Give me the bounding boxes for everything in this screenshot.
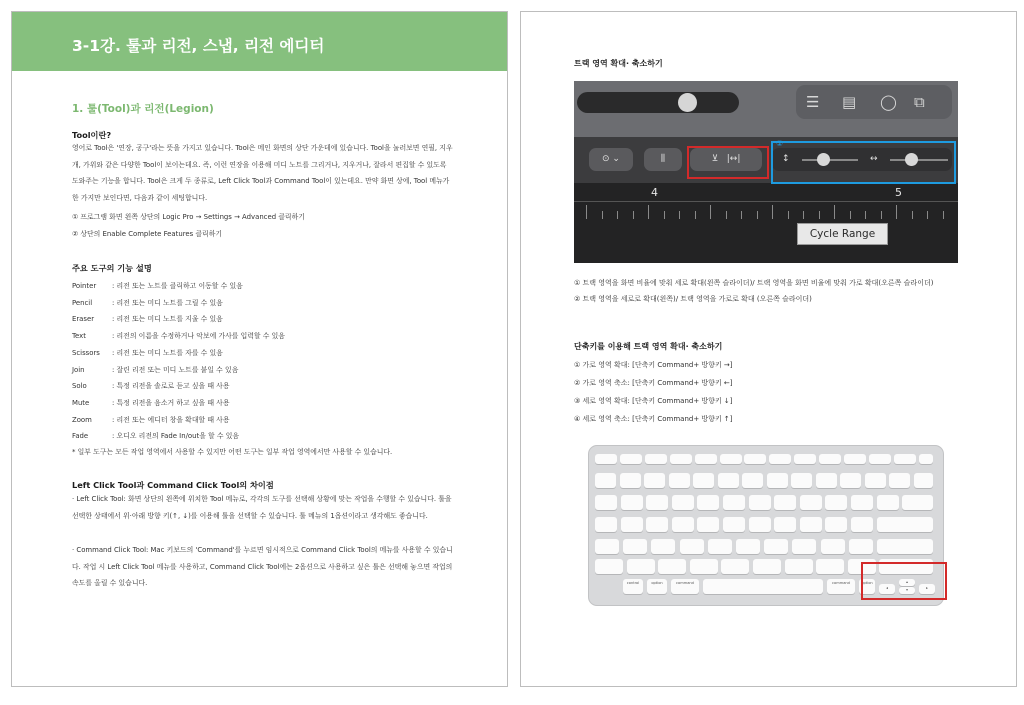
keyboard-key bbox=[621, 495, 643, 510]
tool-item-name: Solo bbox=[72, 382, 87, 391]
keyboard-key bbox=[816, 559, 844, 574]
keyboard-key bbox=[644, 473, 665, 488]
tool-item-name: Fade bbox=[72, 432, 89, 441]
keyboard-key bbox=[742, 473, 763, 488]
more-menu-button[interactable]: ⊙ ⌄ bbox=[589, 148, 633, 171]
tools-note: * 일부 도구는 모든 작업 영역에서 사용할 수 있지만 어떤 도구는 일부 작업 영역에서만 사용할 수 있습니다. bbox=[72, 448, 393, 456]
control-key: control bbox=[623, 579, 643, 594]
keyboard-key bbox=[819, 454, 841, 464]
option-key: option bbox=[647, 579, 667, 594]
loop-browser-icon[interactable]: ◯ bbox=[880, 93, 897, 111]
keyboard-key bbox=[718, 473, 739, 488]
keyboard-key bbox=[695, 454, 717, 464]
keyboard-key bbox=[672, 495, 694, 510]
tool-item-name: Mute bbox=[72, 398, 90, 407]
chapter-title-band bbox=[12, 12, 507, 71]
keyboard-key bbox=[721, 559, 749, 574]
keyboard-key bbox=[902, 495, 933, 510]
notepad-icon[interactable]: ▤ bbox=[842, 93, 857, 111]
diff-paragraph-1: · Left Click Tool: 화면 상단의 왼쪽에 위치한 Tool 메뉴로, 각각의 도구를 선택해 상황에 맞는 작업을 수행할 수 있습니다. 툴을 선택한 상태에서 위·아래 방향 키(↑, ↓)를 이용해 툴을 선택할 수 있습니다. 툴 메뉴의 1옵션이라고 생각해도 좋습니다. bbox=[72, 495, 452, 520]
tool-item bbox=[72, 380, 230, 390]
cycle-range-tooltip: Cycle Range bbox=[797, 223, 888, 245]
ruler-tick bbox=[865, 211, 866, 219]
tool-item bbox=[72, 364, 238, 374]
tool-item bbox=[72, 313, 223, 323]
waveform-button[interactable]: ⫼ bbox=[644, 148, 682, 171]
arrow-down-key: ▾ bbox=[899, 587, 915, 594]
keyboard-key bbox=[825, 517, 847, 532]
highlight-zoom-sliders bbox=[771, 141, 956, 184]
diff-heading: Left Click Tool과 Command Click Tool의 차이점 bbox=[72, 480, 274, 490]
volume-slider[interactable] bbox=[577, 92, 739, 113]
ruler-tick bbox=[664, 211, 665, 219]
ruler-tick bbox=[679, 211, 680, 219]
keyboard-key bbox=[840, 473, 861, 488]
ruler-tick bbox=[695, 211, 696, 219]
keyboard-key bbox=[627, 559, 655, 574]
keyboard-key bbox=[651, 539, 675, 554]
shortcut-1: ① 가로 영역 확대: [단축키 Command+ 방향키 →] bbox=[574, 361, 733, 369]
ruler-tick bbox=[726, 211, 727, 219]
keyboard-key bbox=[680, 539, 704, 554]
ruler-tick bbox=[788, 211, 789, 219]
ruler-tick bbox=[741, 211, 742, 219]
keyboard-key bbox=[825, 495, 847, 510]
caption-1: ① 트랙 영역을 화면 비율에 맞춰 세로 확대(왼쪽 슬라이더)/ 트랙 영역을 화면 비율에 맞춰 가로 확대(오른쪽 슬라이더) bbox=[574, 279, 934, 287]
keyboard-key bbox=[672, 517, 694, 532]
ruler-tick bbox=[586, 205, 587, 219]
horizontal-zoom-icon: ↔ bbox=[870, 154, 878, 164]
section-title: 1. 툴(Tool)과 리전(Legion) bbox=[72, 103, 214, 115]
keyboard-key bbox=[774, 495, 796, 510]
keyboard-key bbox=[595, 454, 617, 464]
keyboard-key bbox=[865, 473, 886, 488]
keyboard-key bbox=[697, 517, 719, 532]
tool-item-name: Text bbox=[72, 332, 86, 341]
step-1: ① 프로그램 화면 왼쪽 상단의 Logic Pro → Settings → Advanced 클릭하기 bbox=[72, 213, 305, 221]
tool-item-desc: : 잘린 리전 또는 미디 노트를 붙일 수 있음 bbox=[112, 365, 239, 374]
keyboard-key bbox=[877, 517, 933, 532]
keyboard-key bbox=[774, 517, 796, 532]
keyboard-key bbox=[919, 454, 933, 464]
volume-slider-knob[interactable] bbox=[678, 93, 697, 112]
ruler-tick bbox=[602, 211, 603, 219]
tool-item-name: Pencil bbox=[72, 298, 93, 307]
arrow-left-key: ◂ bbox=[879, 584, 895, 594]
keyboard-key bbox=[646, 517, 668, 532]
keyboard-key bbox=[800, 495, 822, 510]
keyboard-key bbox=[794, 454, 816, 464]
ruler-tick bbox=[896, 205, 897, 219]
control-bar bbox=[574, 81, 958, 137]
keyboard-key bbox=[889, 473, 910, 488]
keyboard-key bbox=[749, 517, 771, 532]
bar-5-label: 5 bbox=[895, 186, 902, 199]
tool-item bbox=[72, 280, 243, 290]
ruler-tick bbox=[757, 211, 758, 219]
tool-item-desc: : 리전 또는 미디 노트를 그릴 수 있음 bbox=[112, 298, 223, 307]
keyboard-key bbox=[645, 454, 667, 464]
list-icon[interactable]: ☰ bbox=[806, 93, 820, 111]
tool-item-desc: : 특정 리전을 음소거 하고 싶을 때 사용 bbox=[112, 398, 230, 407]
tool-item bbox=[72, 430, 239, 440]
keyboard-key bbox=[914, 473, 934, 488]
keyboard-key bbox=[816, 473, 837, 488]
ruler-tick bbox=[834, 205, 835, 219]
tool-item-name: Scissors bbox=[72, 348, 100, 357]
fit-zoom-buttons[interactable]: ⊻ |↔| bbox=[690, 148, 762, 171]
tool-item-desc: : 특정 리전을 솔로로 듣고 싶을 때 사용 bbox=[112, 382, 230, 391]
browser-icon[interactable]: ⧉ bbox=[914, 93, 925, 111]
keyboard-key bbox=[720, 454, 742, 464]
keyboard-key bbox=[877, 539, 933, 554]
tool-item-name: Join bbox=[72, 365, 85, 374]
keyboard-key bbox=[736, 539, 760, 554]
keyboard-key bbox=[723, 495, 745, 510]
caption-2: ② 트랙 영역을 세로로 확대(왼쪽)/ 트랙 영역을 가로로 확대 (오른쪽 슬라이더) bbox=[574, 295, 812, 303]
keyboard-key bbox=[693, 473, 714, 488]
tool-item-name: Pointer bbox=[72, 282, 97, 290]
ruler-tick bbox=[772, 205, 773, 219]
tool-item-desc: : 리전 또는 에디터 창을 확대할 때 사용 bbox=[112, 415, 230, 424]
tool-item bbox=[72, 414, 230, 424]
keyboard-key bbox=[894, 454, 916, 464]
tool-item-name: Eraser bbox=[72, 315, 95, 324]
keyboard-key bbox=[849, 539, 873, 554]
tool-heading: Tool이란? bbox=[72, 130, 112, 140]
keyboard-key bbox=[744, 454, 766, 464]
shortcut-2: ② 가로 영역 축소: [단축키 Command+ 방향키 ←] bbox=[574, 379, 733, 387]
functions-heading: 주요 도구의 기능 설명 bbox=[72, 263, 152, 273]
shortcut-3: ③ 세로 영역 확대: [단축키 Command+ 방향키 ↓] bbox=[574, 397, 733, 405]
keyboard-key bbox=[753, 559, 781, 574]
highlight-fit-buttons bbox=[687, 146, 769, 179]
tool-item bbox=[72, 330, 285, 340]
keyboard-key bbox=[767, 473, 788, 488]
arrow-right-key: ▸ bbox=[919, 584, 935, 594]
keyboard-key bbox=[785, 559, 813, 574]
ruler-tick bbox=[648, 205, 649, 219]
ruler-line bbox=[574, 201, 958, 202]
command-key-right: command bbox=[827, 579, 855, 594]
keyboard-key bbox=[800, 517, 822, 532]
keyboard-key bbox=[620, 473, 641, 488]
space-key bbox=[703, 579, 823, 594]
ruler-tick bbox=[710, 205, 711, 219]
tool-item-desc: : 리전 또는 노트를 클릭하고 이동할 수 있음 bbox=[112, 282, 243, 290]
ruler-tick bbox=[850, 211, 851, 219]
chapter-title: 3-1강. 툴과 리전, 스냅, 리전 에디터 bbox=[72, 37, 325, 55]
keyboard-key bbox=[646, 495, 668, 510]
right-page bbox=[520, 11, 1017, 687]
tool-item-desc: : 리전 또는 미디 노트를 자를 수 있음 bbox=[112, 348, 223, 357]
tool-item-desc: : 리전의 이름을 수정하거나 악보에 가사를 입력할 수 있음 bbox=[112, 332, 285, 341]
keyboard-key bbox=[621, 517, 643, 532]
tool-item-desc: : 오디오 리전의 Fade In/out을 할 수 있음 bbox=[112, 432, 240, 441]
keyboard-key bbox=[792, 539, 816, 554]
keyboard-key bbox=[877, 495, 899, 510]
keyboard-key bbox=[851, 517, 873, 532]
vertical-zoom-icon: ↕ bbox=[782, 154, 790, 164]
ruler-tick bbox=[819, 211, 820, 219]
mac-keyboard-illustration bbox=[588, 445, 944, 606]
view-icon-group bbox=[796, 85, 952, 119]
badge-2: ② bbox=[776, 139, 784, 148]
bar-4-label: 4 bbox=[651, 186, 658, 199]
keyboard-key bbox=[697, 495, 719, 510]
tool-item bbox=[72, 297, 223, 307]
keyboard-key bbox=[595, 517, 617, 532]
tool-item bbox=[72, 397, 230, 407]
keyboard-key bbox=[623, 539, 647, 554]
command-key-left: command bbox=[671, 579, 699, 594]
ruler-tick bbox=[881, 211, 882, 219]
ruler-tick bbox=[927, 211, 928, 219]
option-key-right: option bbox=[859, 579, 875, 594]
step-2: ② 상단의 Enable Complete Features 클릭하기 bbox=[72, 230, 223, 238]
keyboard-key bbox=[844, 454, 866, 464]
keyboard-key bbox=[595, 559, 623, 574]
tool-item-name: Zoom bbox=[72, 415, 92, 424]
keyboard-key bbox=[595, 473, 616, 488]
keyboard-key bbox=[595, 495, 617, 510]
shortcut-4: ④ 세로 영역 축소: [단축키 Command+ 방향키 ↑] bbox=[574, 415, 733, 423]
tool-paragraph: 영어로 Tool은 '연장, 공구'라는 뜻을 가지고 있습니다. Tool은 메인 화면의 상단 가운데에 있습니다. Tool을 눌러보면 연필, 지우개, 가위와 같은 다양한 Tool이 보이는데요. 즉, 이런 연장을 이용해 미디 노트를 그리거나, 지우거나, 잘라서 편집할 수 있도록 도와주는 기능을 합니다. Tool은 크게 두 종류로, Left Click Tool과 Command Tool이 있는데요. 만약 화면 상에, Tool 메뉴가 한 가지만 보인다면, 다음과 같이 세팅합니다. bbox=[72, 144, 453, 203]
tool-item-desc: : 리전 또는 미디 노트를 지울 수 있음 bbox=[112, 315, 223, 324]
keyboard-key bbox=[869, 454, 891, 464]
ruler-tick bbox=[943, 211, 944, 219]
ruler-tick bbox=[803, 211, 804, 219]
logic-pro-screenshot bbox=[574, 81, 958, 263]
keyboard-key bbox=[749, 495, 771, 510]
keyboard-key bbox=[764, 539, 788, 554]
keyboard-key bbox=[791, 473, 812, 488]
keyboard-key bbox=[669, 473, 690, 488]
keyboard-key bbox=[708, 539, 732, 554]
keyboard-key bbox=[670, 454, 692, 464]
timeline-ruler[interactable] bbox=[574, 183, 958, 263]
keyboard-key bbox=[723, 517, 745, 532]
keyboard-key bbox=[620, 454, 642, 464]
keyboard-key bbox=[851, 495, 873, 510]
diff-paragraph-2: · Command Click Tool: Mac 키보드의 'Command'를 누르면 임시적으로 Command Click Tool의 메뉴를 사용할 수 있습니다. 작업 시 Left Click Tool 메뉴를 사용하고, Command Click Tool에는 2옵션으로 사용하고 싶은 툴은 선택해 놓으면 작업의 속도를 올릴 수 있습니다. bbox=[72, 546, 453, 588]
ruler-tick bbox=[633, 211, 634, 219]
tool-item bbox=[72, 347, 223, 357]
zoom-heading: 트랙 영역 확대· 축소하기 bbox=[574, 59, 663, 68]
keyboard-key bbox=[690, 559, 718, 574]
ruler-tick bbox=[617, 211, 618, 219]
left-page bbox=[11, 11, 508, 687]
keyboard-key bbox=[658, 559, 686, 574]
ruler-tick bbox=[912, 211, 913, 219]
keyboard-key bbox=[595, 539, 619, 554]
shortcut-heading: 단축키를 이용해 트랙 영역 확대· 축소하기 bbox=[574, 342, 723, 351]
highlight-arrow-keys bbox=[861, 562, 947, 600]
keyboard-key bbox=[769, 454, 791, 464]
keyboard-key bbox=[821, 539, 845, 554]
arrow-up-key: ▴ bbox=[899, 579, 915, 586]
